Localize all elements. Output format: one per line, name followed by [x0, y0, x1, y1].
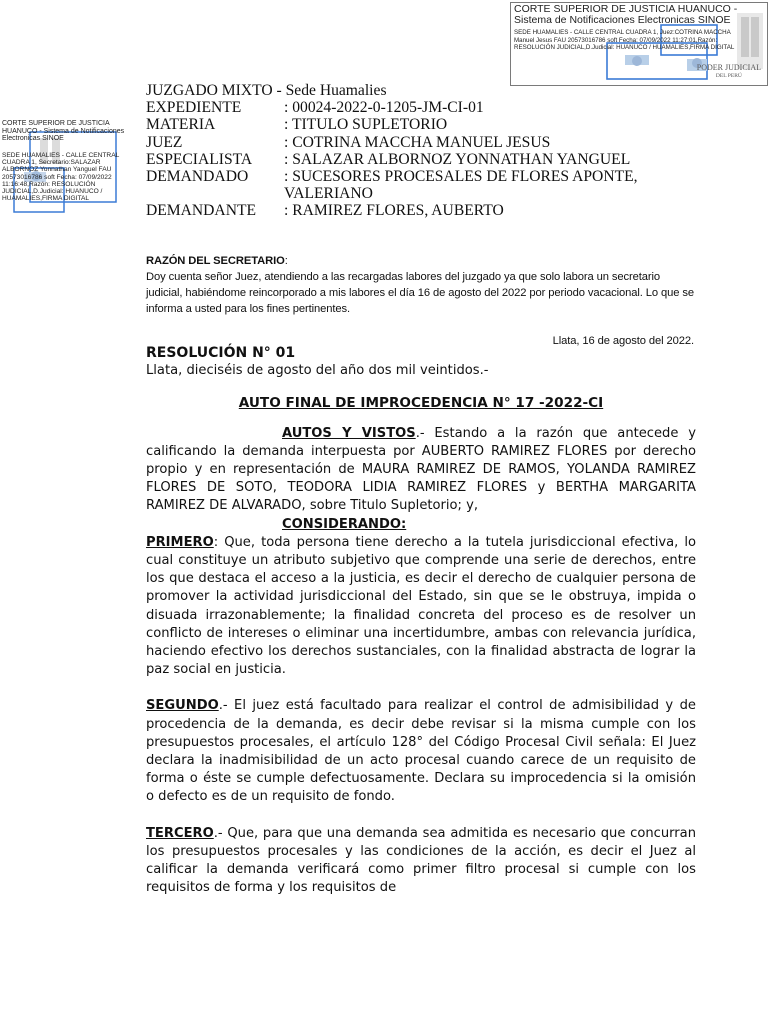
autos-y-vistos-paragraph — [146, 425, 696, 516]
razon-colon: : — [284, 255, 288, 267]
segundo-paragraph — [146, 697, 696, 806]
primero-label: PRIMERO — [146, 534, 214, 550]
stamp-top-details: SEDE HUAMALIES - CALLE CENTRAL CUADRA 1, Juez:COTRINA MACCHA Manuel Jesus FAU 20573016786 soft Fecha: 07/09/2022 11:27:01,Razón: RESOLUCIÓN JUDICIAL,D.Judicial: HUANUCO / HUAMALIES,FIRMA DIGITAL — [514, 29, 735, 51]
juez-label: JUEZ — [146, 133, 183, 151]
digital-signature-stamp-judge — [510, 2, 768, 86]
tercero-text: .- Que, para que una demanda sea admitida es necesario que concurran los presupuestos procesales y las condiciones de la acción, es decir el Juez al calificar la demanda verificará como primer filtro procesal si cumple con los requisitos de forma y los requisitos de — [146, 825, 696, 896]
court-name: JUZGADO MIXTO - Sede Huamalies — [146, 82, 387, 99]
expediente-value: : 00024-2022-0-1205-JM-CI-01 — [284, 99, 484, 117]
resolution-body — [146, 344, 696, 897]
segundo-text: .- El juez está facultado para realizar el control de admisibilidad y de procedencia de la demanda, es decir debe revisar si la misma cumple con los presupuestos procesales, el artículo 128° del Código Procesal Civil señala: El Juez declara la inadmisibilidad de un acto procesal cuando carece de un requisito de forma o éste se cumple defectuosamente. Declara su improcedencia si la omisión o defecto es de un requisito de fondo. — [146, 698, 696, 805]
primero-text: : Que, toda persona tiene derecho a la tutela jurisdiccional efectiva, lo cual constituye un atributo subjetivo que comprende una serie de derechos, entre los que destaca el acceso a la justicia, es decir el derecho de cualquier persona de promover la actividad jurisdiccional del Estado, sin que se le obstruya, impida o disuada irrazonablemente; la finalidad concreta del proceso es de resolver un conflicto de intereses o eliminar una incertidumbre, ambas con relevancia jurídica, haciendo efectivo los derechos sustanciales, con la finalidad abstracta de lograr la paz social en justicia. — [146, 534, 696, 678]
resolution-title: RESOLUCIÓN N° 01 — [146, 345, 296, 361]
digital-signature-stamp-secretary — [0, 112, 128, 226]
tercero-paragraph — [146, 825, 696, 898]
razon-title: RAZÓN DEL SECRETARIO — [146, 255, 285, 267]
primero-paragraph — [146, 534, 696, 680]
especialista-value: : SALAZAR ALBORNOZ YONNATHAN YANGUEL — [284, 150, 631, 168]
demandante-value: : RAMIREZ FLORES, AUBERTO — [284, 202, 504, 220]
stamp-top-header: CORTE SUPERIOR DE JUSTICIA HUANUCO - Sistema de Notificaciones Electronicas SINOE — [514, 3, 738, 26]
demandado-value: : SUCESORES PROCESALES DE FLORES APONTE, — [284, 168, 638, 186]
razon-text: Doy cuenta señor Juez, atendiendo a las recargadas labores del juzgado ya que solo labora un secretario judicial, habiéndome reincorporado a mis labores el día 16 de agosto del 2022 por periodo vacacional. Lo que se informa a usted para los fines pertinentes. — [146, 271, 695, 315]
materia-value: : TITULO SUPLETORIO — [284, 116, 448, 134]
materia-label: MATERIA — [146, 116, 216, 134]
razon-secretario-section — [146, 253, 698, 349]
autos-y-vistos-label: AUTOS Y VISTOS — [282, 425, 416, 441]
poder-judicial-logo-text: PODER JUDICIAL DEL PERÚ — [696, 63, 761, 79]
tercero-label: TERCERO — [146, 825, 214, 841]
resolution-date: Llata, dieciséis de agosto del año dos mil veintidos.- — [146, 363, 489, 379]
demandado-label: DEMANDADO — [146, 168, 249, 186]
expediente-label: EXPEDIENTE — [146, 99, 242, 117]
considerando-heading: CONSIDERANDO: — [282, 516, 407, 532]
case-header — [146, 82, 676, 220]
razon-date: Llata, 16 de agosto del 2022. — [552, 335, 694, 347]
stamp-left-header: CORTE SUPERIOR DE JUSTICIA HUANUCO - Sistema de Notificaciones Electronicas SINOE — [2, 120, 125, 143]
segundo-label: SEGUNDO — [146, 698, 219, 714]
stamp-left-details: SEDE HUAMALIES - CALLE CENTRAL CUADRA 1, Secretario:SALAZAR ALBORNOZ Yonnathan Yanguel FAU 20573016786 soft Fecha: 07/09/2022 11:16:48,Razón: RESOLUCIÓN JUDICIAL,D.Judicial: HUANUCO / HUAMALIES,FIRMA DIGITAL — [2, 152, 120, 203]
auto-final-title: AUTO FINAL DE IMPROCEDENCIA N° 17 -2022-CI — [238, 395, 604, 412]
especialista-label: ESPECIALISTA — [146, 150, 253, 168]
autos-y-vistos-text: .- Estando a la razón que antecede y calificando la demanda interpuesta por AUBERTO RAMIREZ FLORES por derecho propio y en representación de MAURA RAMIREZ DE RAMOS, YOLANDA RAMIREZ FLORES DE SOTO, TEODORA LIDIA RAMIREZ FLORES y BERTHA MARGARITA RAMIREZ DE ALVARADO, sobre Titulo Supletorio; y, — [146, 425, 696, 514]
demandante-label: DEMANDANTE — [146, 202, 257, 220]
juez-value: : COTRINA MACCHA MANUEL JESUS — [284, 133, 551, 151]
demandado-value-cont: VALERIANO — [284, 185, 373, 203]
